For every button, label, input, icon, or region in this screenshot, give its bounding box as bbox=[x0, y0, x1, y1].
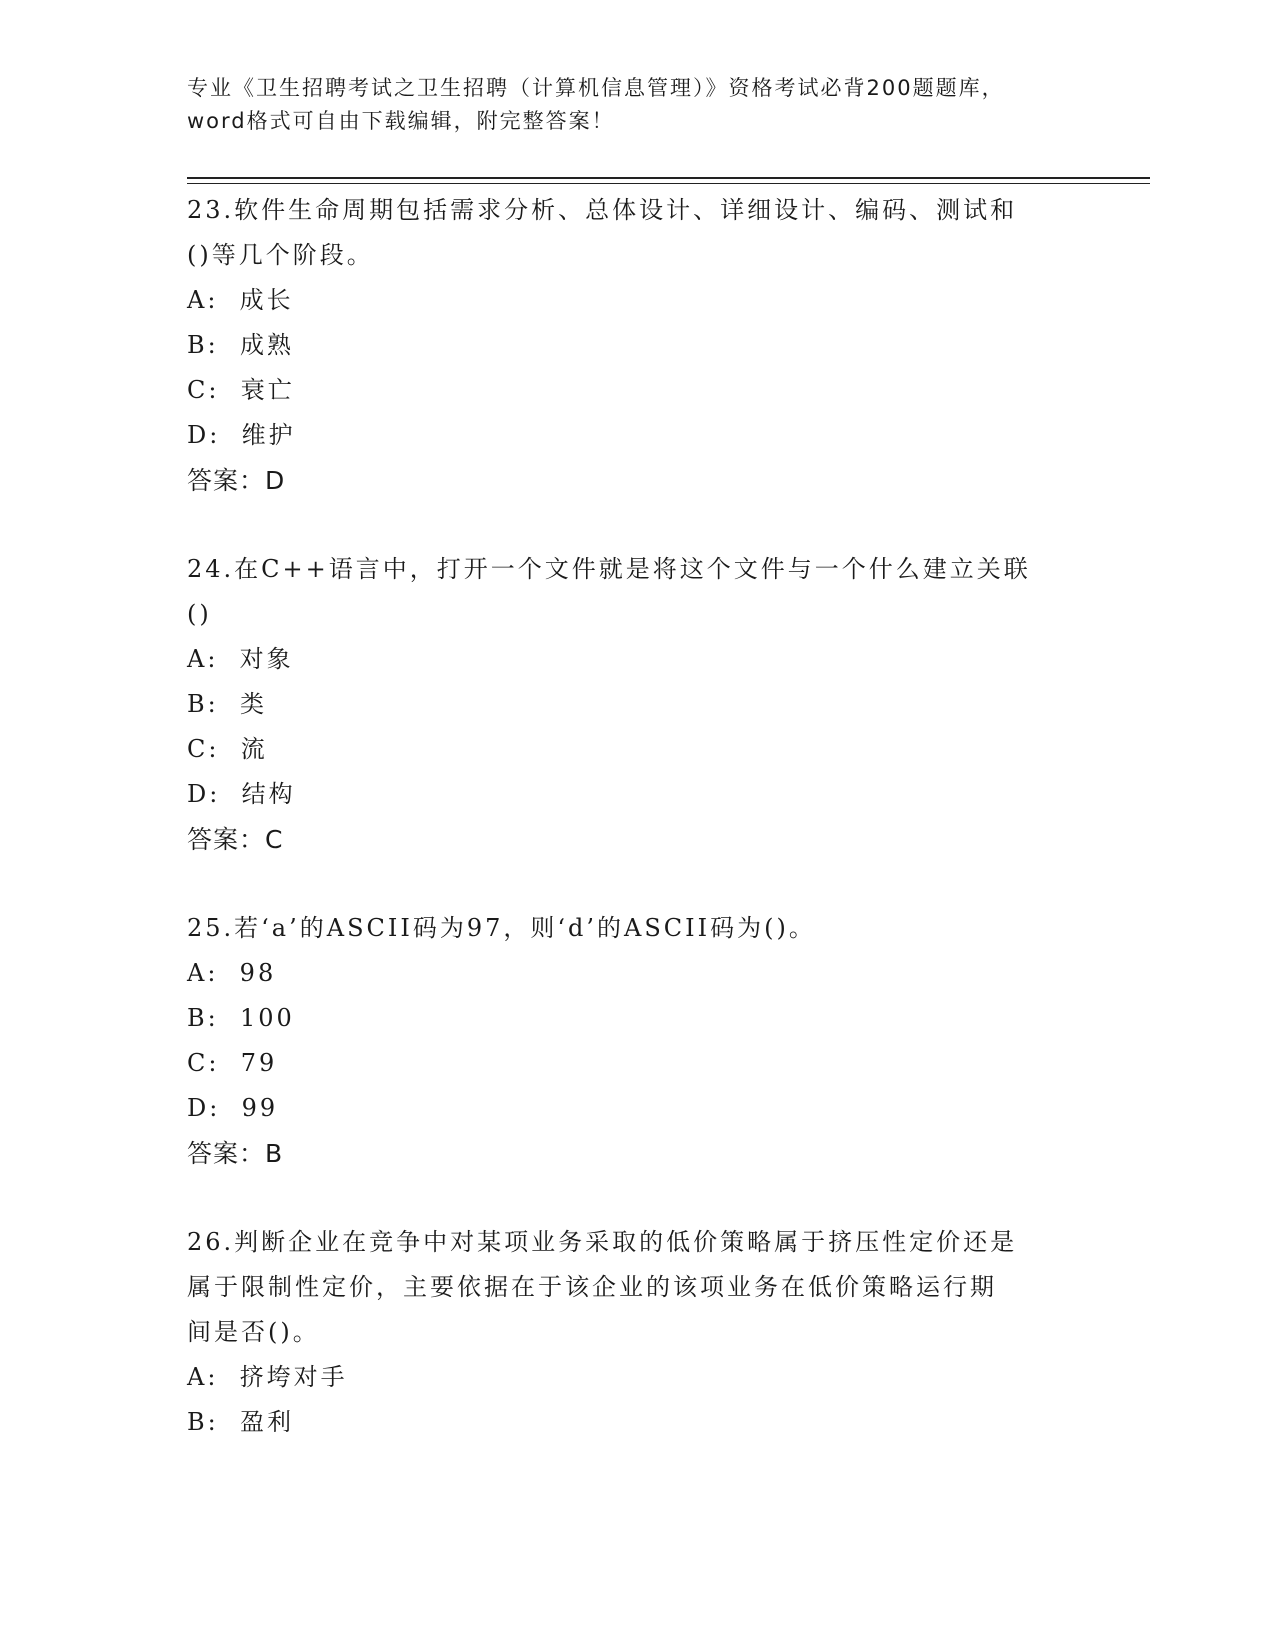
answer-label: 答案：D bbox=[187, 466, 286, 495]
option-d: D: 结构 bbox=[187, 780, 296, 808]
option-d: D: 维护 bbox=[187, 421, 296, 449]
question-stem-line: 24.在C++语言中，打开一个文件就是将这个文件与一个什么建立关联 bbox=[187, 555, 1031, 583]
option-c: C: 流 bbox=[187, 735, 268, 763]
question-stem-line: 26.判断企业在竞争中对某项业务采取的低价策略属于挤压性定价还是 bbox=[187, 1228, 1018, 1256]
question-stem-line: 25.若‘a’的ASCII码为97，则‘d’的ASCII码为()。 bbox=[187, 914, 816, 942]
option-c: C: 79 bbox=[187, 1049, 278, 1077]
question-24 bbox=[187, 547, 1087, 862]
question-stem-line: 23.软件生命周期包括需求分析、总体设计、详细设计、编码、测试和 bbox=[187, 196, 1018, 224]
option-b: B: 盈利 bbox=[187, 1408, 294, 1436]
question-stem-line: () bbox=[187, 600, 212, 628]
question-stem-line: ()等几个阶段。 bbox=[187, 241, 374, 269]
option-a: A: 挤垮对手 bbox=[187, 1363, 348, 1391]
header-line-2: word格式可自由下载编辑，附完整答案！ bbox=[187, 109, 615, 133]
question-stem-line: 间是否()。 bbox=[187, 1318, 320, 1346]
option-d: D: 99 bbox=[187, 1094, 279, 1122]
question-25 bbox=[187, 906, 1087, 1176]
question-26 bbox=[187, 1220, 1087, 1445]
option-a: A: 对象 bbox=[187, 645, 294, 673]
answer-label: 答案：B bbox=[187, 1139, 284, 1168]
document-header bbox=[187, 72, 1087, 138]
question-list bbox=[187, 188, 1087, 1489]
option-a: A: 98 bbox=[187, 959, 277, 987]
option-c: C: 衰亡 bbox=[187, 376, 295, 404]
question-23 bbox=[187, 188, 1087, 503]
header-line-1: 专业《卫生招聘考试之卫生招聘（计算机信息管理）》资格考试必背200题题库， bbox=[187, 76, 1005, 100]
question-stem-line: 属于限制性定价，主要依据在于该企业的该项业务在低价策略运行期 bbox=[187, 1273, 997, 1301]
option-b: B: 类 bbox=[187, 690, 267, 718]
header-divider-top bbox=[187, 177, 1150, 179]
option-b: B: 成熟 bbox=[187, 331, 294, 359]
answer-label: 答案：C bbox=[187, 825, 284, 854]
option-a: A: 成长 bbox=[187, 286, 294, 314]
option-b: B: 100 bbox=[187, 1004, 295, 1032]
header-divider-bottom bbox=[187, 183, 1150, 184]
